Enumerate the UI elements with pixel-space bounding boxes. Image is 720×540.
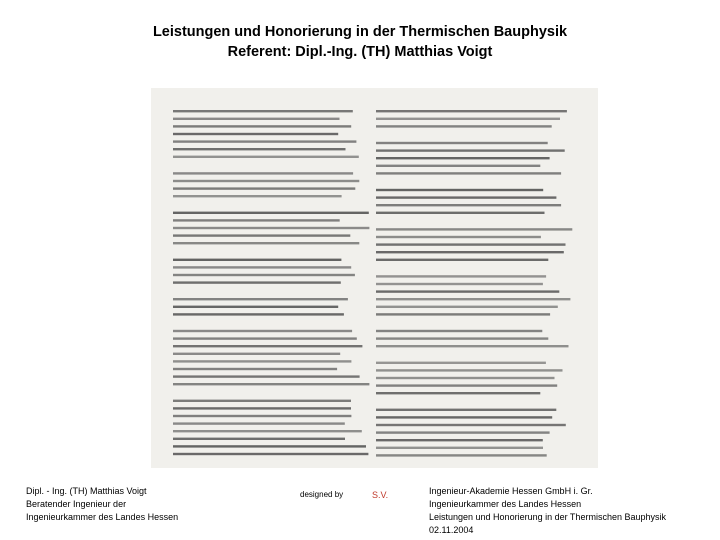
designer-initials: S.V. xyxy=(372,490,389,500)
scan-text-line xyxy=(173,330,352,332)
scan-text-line xyxy=(173,227,369,229)
organizer-academy: Ingenieur-Akademie Hessen GmbH i. Gr. xyxy=(429,486,593,496)
scanned-text-columns xyxy=(151,88,598,468)
scan-text-line xyxy=(376,142,548,144)
scan-text-line xyxy=(173,195,342,197)
scan-text-line xyxy=(173,156,359,158)
title-line-2: Referent: Dipl.-Ing. (TH) Matthias Voigt xyxy=(227,44,493,60)
event-date: 02.11.2004 xyxy=(429,525,474,535)
scan-text-line xyxy=(173,180,359,182)
scan-text-line xyxy=(376,251,564,253)
scan-text-line xyxy=(376,330,542,332)
organizer-chamber: Ingenieurkammer des Landes Hessen xyxy=(429,499,582,509)
scan-text-line xyxy=(173,133,338,135)
scan-text-line xyxy=(376,369,563,371)
scan-text-line xyxy=(376,196,556,198)
scan-text-line xyxy=(173,274,355,276)
scan-text-line xyxy=(376,212,545,214)
scan-text-line xyxy=(376,431,550,433)
scan-text-line xyxy=(173,360,351,362)
event-title: Leistungen und Honorierung in der Thermischen Bauphysik xyxy=(429,512,666,522)
scan-text-line xyxy=(376,275,546,277)
scan-text-line xyxy=(173,234,350,236)
scan-text-line xyxy=(173,172,353,174)
scan-text-line xyxy=(376,189,543,191)
title-line-1: Leistungen und Honorierung in der Thermischen Bauphysik xyxy=(152,24,568,40)
scan-text-line xyxy=(173,422,345,424)
scan-text-line xyxy=(376,118,560,120)
scan-text-line xyxy=(376,157,550,159)
scan-text-line xyxy=(376,298,570,300)
scan-text-line xyxy=(173,445,366,447)
author-name: Dipl. - Ing. (TH) Matthias Voigt xyxy=(26,486,147,496)
scan-text-line xyxy=(173,438,345,440)
slide-title xyxy=(0,22,720,62)
scan-text-line xyxy=(173,407,351,409)
scan-text-line xyxy=(173,219,340,221)
scan-text-line xyxy=(376,384,557,386)
scan-text-line xyxy=(376,172,561,174)
scan-text-line xyxy=(376,424,566,426)
scan-text-line xyxy=(376,283,543,285)
scan-text-line xyxy=(173,353,340,355)
scan-text-line xyxy=(376,243,566,245)
scan-text-line xyxy=(376,204,561,206)
scan-text-line xyxy=(376,454,547,456)
scan-text-line xyxy=(376,447,543,449)
scan-text-line xyxy=(376,259,548,261)
scan-text-line xyxy=(376,290,559,292)
scan-text-line xyxy=(376,345,569,347)
scan-text-line xyxy=(173,118,340,120)
scan-text-line xyxy=(173,212,369,214)
scan-text-line xyxy=(173,400,351,402)
scan-text-line xyxy=(376,313,550,315)
scan-text-line xyxy=(173,281,341,283)
designed-by-label: designed by xyxy=(300,490,344,499)
scan-text-line xyxy=(173,368,337,370)
scan-text-line xyxy=(173,266,351,268)
scan-text-line xyxy=(173,125,351,127)
scan-text-line xyxy=(173,453,368,455)
scan-text-line xyxy=(173,306,338,308)
scan-text-line xyxy=(376,377,555,379)
scan-text-line xyxy=(173,242,359,244)
scan-text-line xyxy=(376,409,556,411)
scan-text-line xyxy=(173,259,341,261)
scan-text-line xyxy=(173,110,353,112)
scanned-document-page xyxy=(151,88,598,468)
scan-text-line xyxy=(173,313,344,315)
scan-text-line xyxy=(173,375,360,377)
scan-text-line xyxy=(376,439,543,441)
scan-text-line xyxy=(376,110,567,112)
scan-text-line xyxy=(376,236,541,238)
author-chamber: Ingenieurkammer des Landes Hessen xyxy=(26,512,179,522)
scan-text-line xyxy=(376,392,540,394)
footer-organizer xyxy=(429,485,666,537)
scan-text-line xyxy=(376,416,552,418)
scan-text-line xyxy=(376,149,565,151)
scan-text-line xyxy=(173,345,362,347)
scan-text-line xyxy=(376,337,548,339)
scan-text-line xyxy=(173,187,355,189)
scan-text-line xyxy=(173,298,348,300)
scan-text-line xyxy=(376,306,558,308)
scan-text-line xyxy=(173,337,357,339)
scan-text-line xyxy=(173,148,346,150)
scan-text-line xyxy=(376,165,540,167)
scan-text-line xyxy=(376,125,552,127)
author-role: Beratender Ingenieur der xyxy=(26,499,127,509)
scan-text-line xyxy=(376,362,546,364)
scan-text-line xyxy=(173,430,362,432)
scan-text-line xyxy=(376,228,572,230)
scan-text-line xyxy=(173,415,351,417)
footer-author xyxy=(26,485,178,524)
scan-text-line xyxy=(173,140,356,142)
scan-text-line xyxy=(173,383,369,385)
